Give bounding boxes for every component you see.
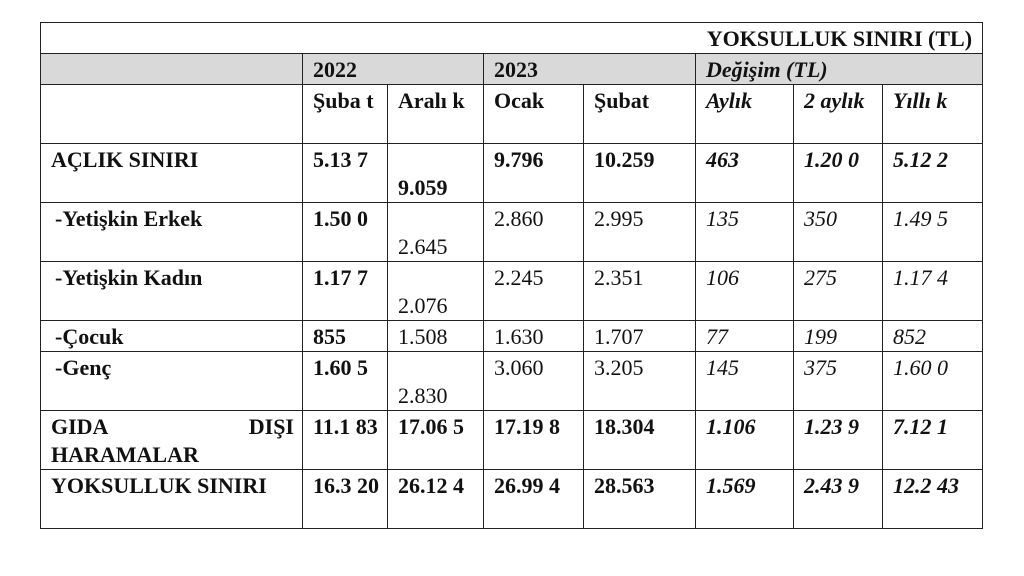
row-label <box>41 411 303 470</box>
subheader-2-aylik: 2 aylık <box>794 85 883 144</box>
row-label: -Yetişkin Kadın <box>41 262 303 321</box>
table-row <box>41 411 983 470</box>
cell-value: 5.12 2 <box>883 144 983 203</box>
table-row <box>41 352 983 411</box>
cell-value: 2.995 <box>584 203 696 262</box>
cell-value: 26.99 4 <box>484 470 584 529</box>
cell-value: 350 <box>794 203 883 262</box>
cell-value: 1.60 5 <box>303 352 388 411</box>
cell-value: 17.19 8 <box>484 411 584 470</box>
poverty-line-table <box>40 22 983 529</box>
cell-value: 1.17 7 <box>303 262 388 321</box>
cell-value: 2.43 9 <box>794 470 883 529</box>
cell-value: 2.860 <box>484 203 584 262</box>
cell-value: 12.2 43 <box>883 470 983 529</box>
cell-value: 3.060 <box>484 352 584 411</box>
row-label-part: DIŞI <box>248 414 294 439</box>
empty-subheader-cell <box>41 85 303 144</box>
table-title: YOKSULLUK SINIRI (TL) <box>41 23 983 54</box>
subheader-subat-2023: Şubat <box>584 85 696 144</box>
table-row <box>41 321 983 352</box>
cell-value: 5.13 7 <box>303 144 388 203</box>
cell-value: 1.106 <box>696 411 794 470</box>
month-header-row <box>41 85 983 144</box>
table-row <box>41 262 983 321</box>
subheader-aylik: Aylık <box>696 85 794 144</box>
cell-value: 11.1 83 <box>303 411 388 470</box>
cell-value: 16.3 20 <box>303 470 388 529</box>
cell-value: 2.645 <box>388 203 484 262</box>
cell-value: 1.17 4 <box>883 262 983 321</box>
cell-value: 1.569 <box>696 470 794 529</box>
empty-header-cell <box>41 54 303 85</box>
cell-value: 9.059 <box>388 144 484 203</box>
cell-value: 855 <box>303 321 388 352</box>
row-label: -Yetişkin Erkek <box>41 203 303 262</box>
subheader-yillik: Yıllı k <box>883 85 983 144</box>
cell-value: 18.304 <box>584 411 696 470</box>
subheader-aralik: Aralı k <box>388 85 484 144</box>
cell-value: 3.205 <box>584 352 696 411</box>
cell-value: 2.245 <box>484 262 584 321</box>
row-label: YOKSULLUK SINIRI <box>41 470 303 529</box>
cell-value: 106 <box>696 262 794 321</box>
cell-value: 2.830 <box>388 352 484 411</box>
year-header-row <box>41 54 983 85</box>
cell-value: 135 <box>696 203 794 262</box>
cell-value: 17.06 5 <box>388 411 484 470</box>
table-row <box>41 470 983 529</box>
cell-value: 2.351 <box>584 262 696 321</box>
cell-value: 199 <box>794 321 883 352</box>
change-header: Değişim (TL) <box>696 54 983 85</box>
cell-value: 852 <box>883 321 983 352</box>
subheader-ocak: Ocak <box>484 85 584 144</box>
cell-value: 1.50 0 <box>303 203 388 262</box>
cell-value: 7.12 1 <box>883 411 983 470</box>
cell-value: 463 <box>696 144 794 203</box>
cell-value: 28.563 <box>584 470 696 529</box>
cell-value: 375 <box>794 352 883 411</box>
cell-value: 26.12 4 <box>388 470 484 529</box>
row-label: -Genç <box>41 352 303 411</box>
cell-value: 77 <box>696 321 794 352</box>
table-row <box>41 203 983 262</box>
row-label-part: HARAMALAR <box>51 442 199 467</box>
row-label-part: GIDA <box>51 414 109 439</box>
cell-value: 1.60 0 <box>883 352 983 411</box>
table-row <box>41 144 983 203</box>
poverty-table-container <box>40 22 982 529</box>
year-2022-header: 2022 <box>303 54 484 85</box>
cell-value: 1.49 5 <box>883 203 983 262</box>
cell-value: 1.707 <box>584 321 696 352</box>
cell-value: 275 <box>794 262 883 321</box>
row-label: -Çocuk <box>41 321 303 352</box>
subheader-subat-2022: Şuba t <box>303 85 388 144</box>
cell-value: 1.630 <box>484 321 584 352</box>
cell-value: 1.23 9 <box>794 411 883 470</box>
cell-value: 9.796 <box>484 144 584 203</box>
cell-value: 10.259 <box>584 144 696 203</box>
cell-value: 1.20 0 <box>794 144 883 203</box>
cell-value: 2.076 <box>388 262 484 321</box>
row-label: AÇLIK SINIRI <box>41 144 303 203</box>
cell-value: 1.508 <box>388 321 484 352</box>
year-2023-header: 2023 <box>484 54 696 85</box>
cell-value: 145 <box>696 352 794 411</box>
